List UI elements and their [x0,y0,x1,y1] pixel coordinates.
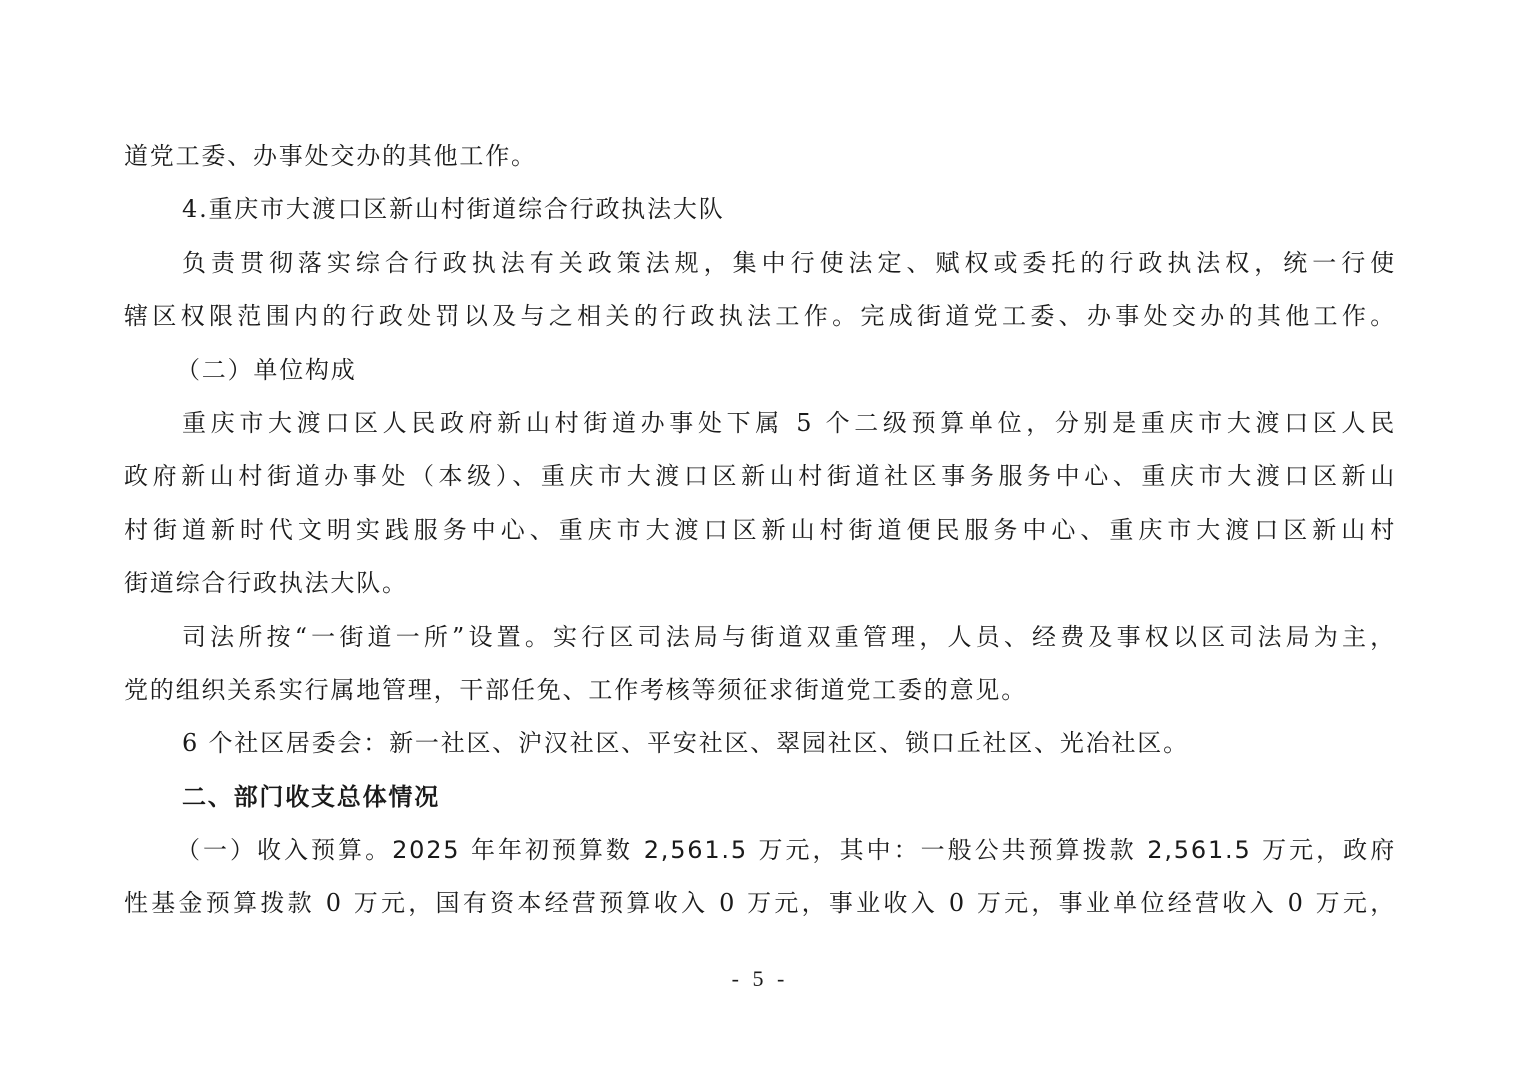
paragraph-line: 性基金预算拨款 0 万元，国有资本经营预算收入 0 万元，事业收入 0 万元，事业单位经营收入 0 万元， [124,889,1396,918]
paragraph-line: 司法所按“一街道一所”设置。实行区司法局与街道双重管理，人员、经费及事权以区司法局为主， [182,622,1396,651]
page-number: - 5 - [731,966,789,991]
body-text [124,130,1396,931]
paragraph-line: 街道综合行政执法大队。 [124,569,408,598]
paragraph-line: 村街道新时代文明实践服务中心、重庆市大渡口区新山村街道便民服务中心、重庆市大渡口区新山村 [124,515,1396,544]
paragraph-line: 重庆市大渡口区人民政府新山村街道办事处下属 5 个二级预算单位，分别是重庆市大渡口区人民 [182,408,1396,437]
paragraph-line: （一）收入预算。2025 年年初预算数 2,561.5 万元，其中：一般公共预算拨款 2,561.5 万元，政府 [176,836,1396,865]
paragraph-line: 辖区权限范围内的行政处罚以及与之相关的行政执法工作。完成街道党工委、办事处交办的其他工作。 [124,302,1396,331]
paragraph-line: 负责贯彻落实综合行政执法有关政策法规，集中行使法定、赋权或委托的行政执法权，统一行使 [182,248,1396,277]
paragraph-line: 党的组织关系实行属地管理，干部任免、工作考核等须征求街道党工委的意见。 [124,675,1027,704]
paragraph-line: 6 个社区居委会：新一社区、沪汉社区、平安社区、翠园社区、锁口丘社区、光冶社区。 [182,729,1189,758]
section-subheading: （二）单位构成 [176,355,357,384]
paragraph-line: 政府新山村街道办事处（本级）、重庆市大渡口区新山村街道社区事务服务中心、重庆市大渡口区新山 [124,462,1396,491]
paragraph-line: 道党工委、办事处交办的其他工作。 [124,142,537,170]
section-subheading: 4.重庆市大渡口区新山村街道综合行政执法大队 [182,195,725,224]
section-heading: 二、部门收支总体情况 [182,782,440,811]
